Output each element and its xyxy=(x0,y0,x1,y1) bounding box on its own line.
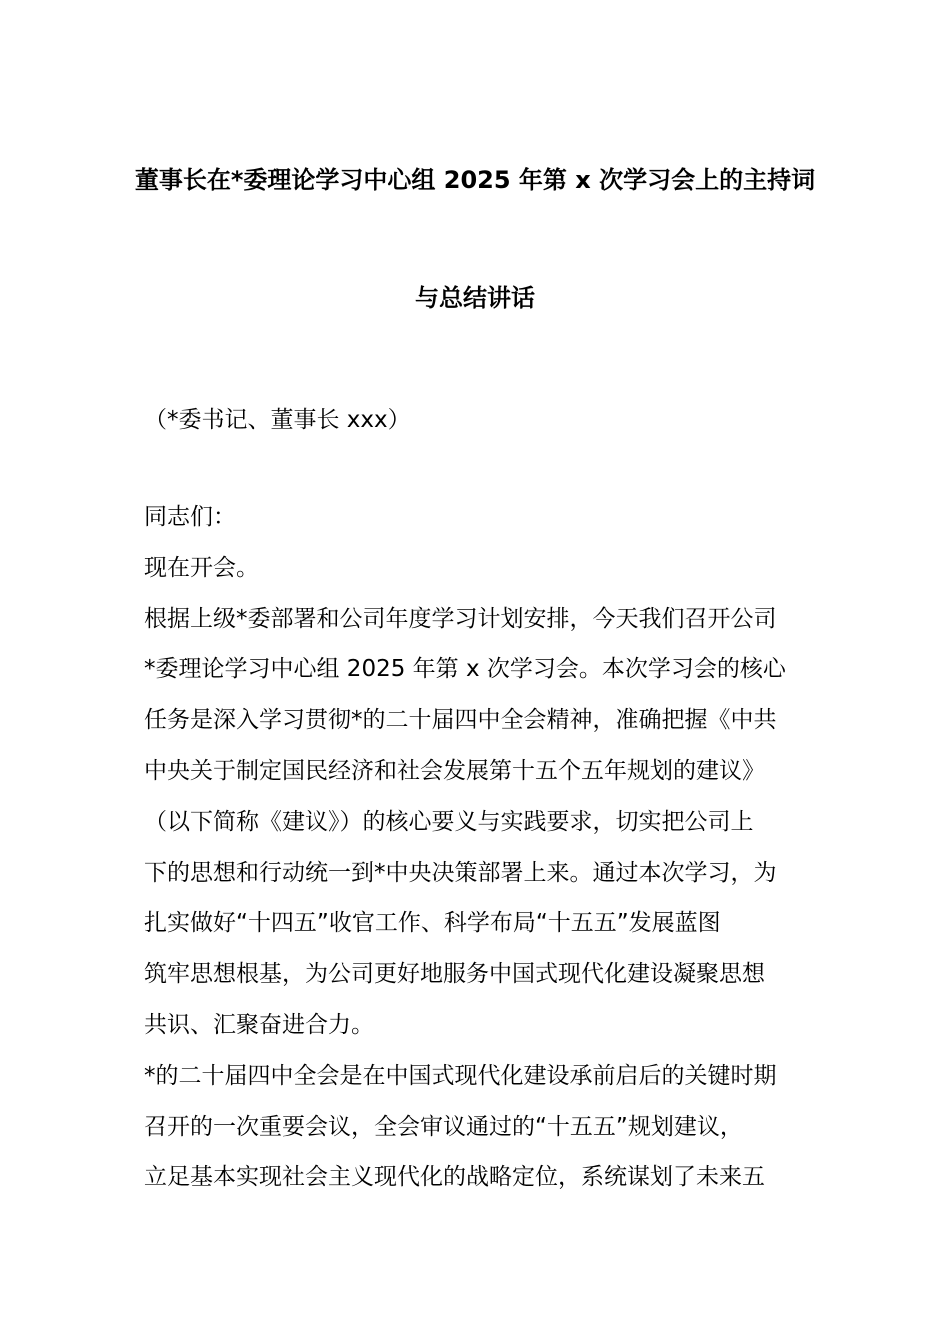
body-line: 共识、汇聚奋进合力。 xyxy=(144,1011,374,1038)
body-line: 下的思想和行动统一到*中央决策部署上来。通过本次学习，为 xyxy=(144,859,777,886)
speaker-byline: （*委书记、董事长 xxx） xyxy=(144,407,411,433)
body-line: 根据上级*委部署和公司年度学习计划安排，今天我们召开公司 xyxy=(144,605,777,632)
body-line: 扎实做好“十四五”收官工作、科学布局“十五五”发展蓝图 xyxy=(144,910,721,937)
body-line: 同志们： xyxy=(144,504,236,530)
body-line: *委理论学习中心组 2025 年第 x 次学习会。本次学习会的核心 xyxy=(144,656,786,683)
document-title-line-1: 董事长在*委理论学习中心组 2025 年第 x 次学习会上的主持词 xyxy=(134,166,816,194)
document-title-line-2: 与总结讲话 xyxy=(415,284,535,312)
body-line: *的二十届四中全会是在中国式现代化建设承前启后的关键时期 xyxy=(144,1062,777,1089)
body-line: 筑牢思想根基，为公司更好地服务中国式现代化建设凝聚思想 xyxy=(144,961,765,988)
body-line: 立足基本实现社会主义现代化的战略定位，系统谋划了未来五 xyxy=(144,1164,765,1191)
body-line: （以下简称《建议》）的核心要义与实践要求，切实把公司上 xyxy=(144,808,754,835)
body-line: 任务是深入学习贯彻*的二十届四中全会精神，准确把握《中共 xyxy=(144,707,777,734)
document-body xyxy=(144,499,814,1210)
body-line: 中央关于制定国民经济和社会发展第十五个五年规划的建议》 xyxy=(144,757,765,784)
body-line: 现在开会。 xyxy=(144,554,259,581)
body-line: 召开的一次重要会议，全会审议通过的“十五五”规划建议， xyxy=(144,1113,743,1140)
